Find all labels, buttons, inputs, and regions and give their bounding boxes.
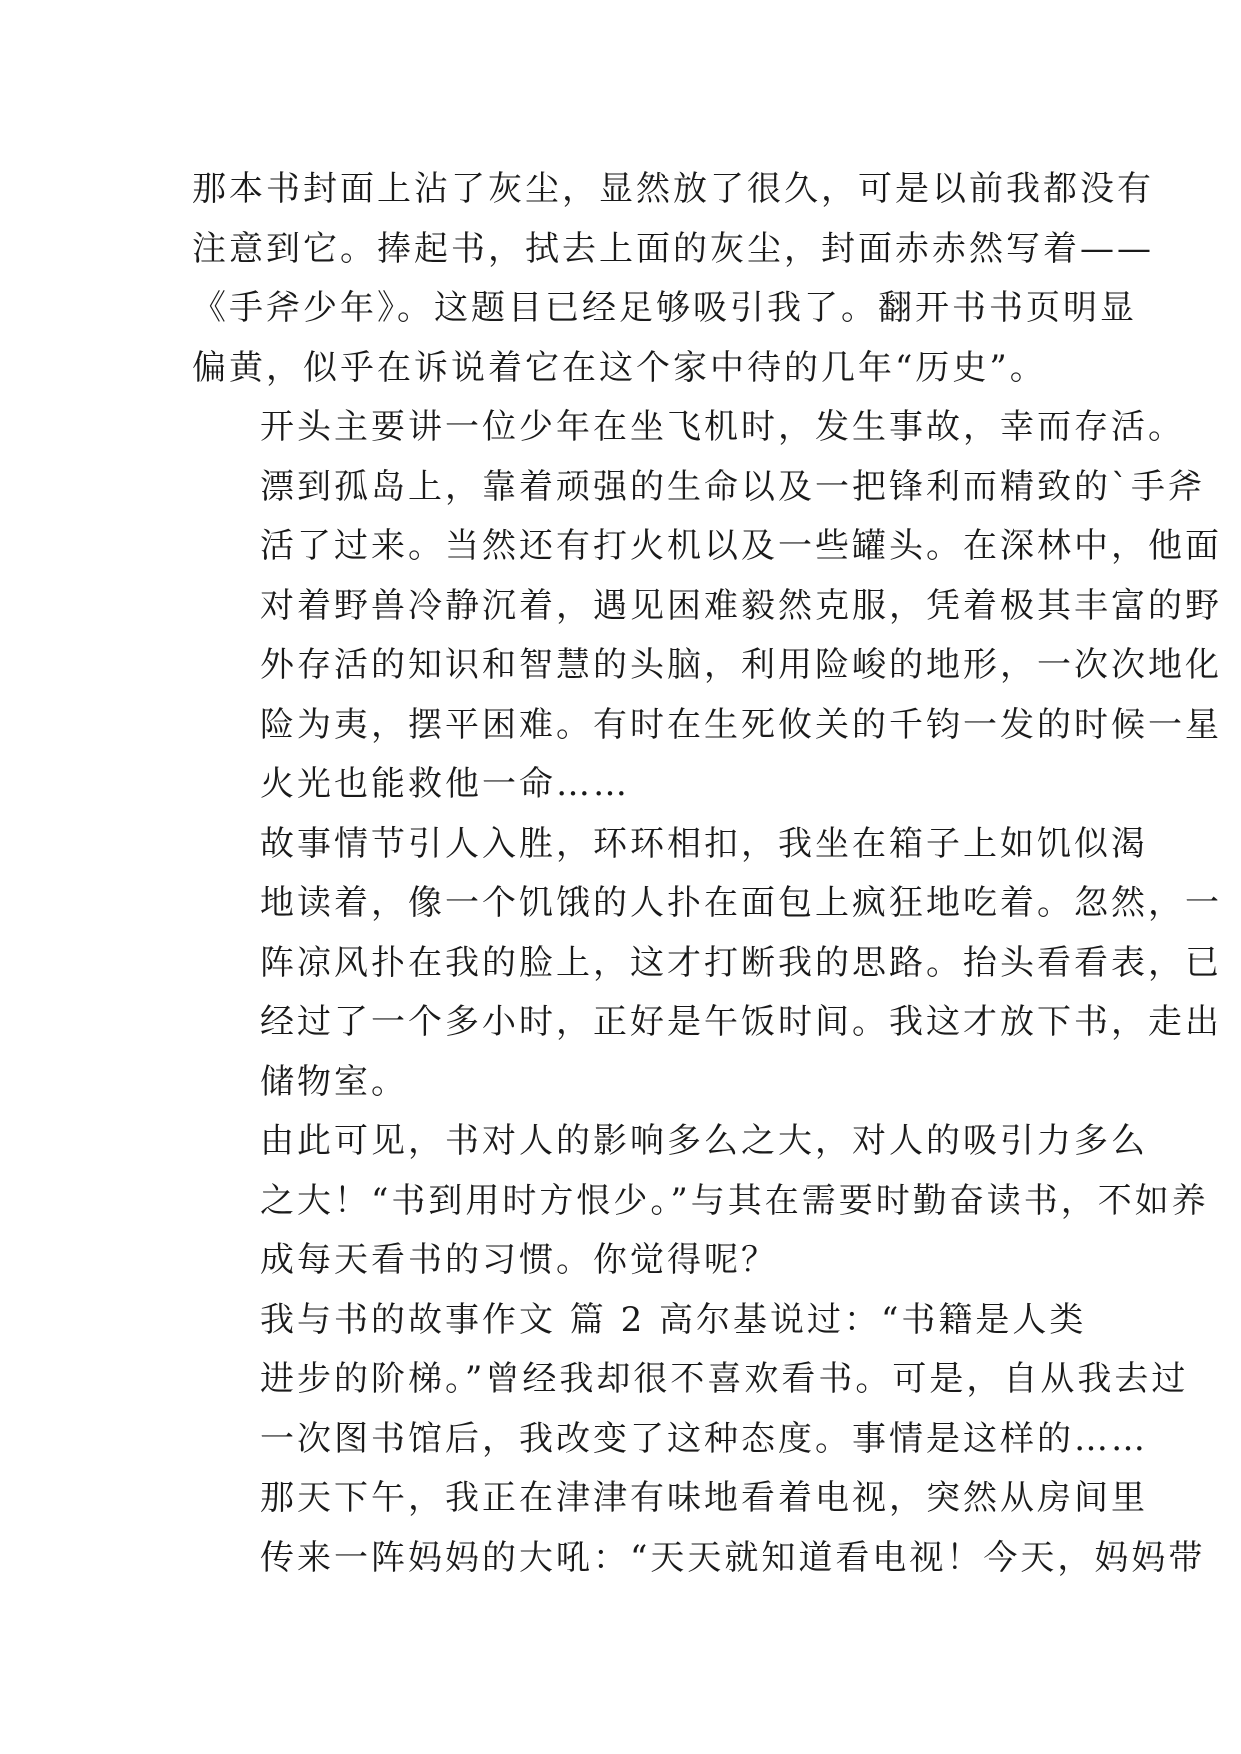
- text-line: 进步的阶梯。”曾经我却很不喜欢看书。可是，自从我去过: [260, 1359, 1189, 1399]
- text-line: 对着野兽冷静沉着，遇见困难毅然克服，凭着极其丰富的野: [260, 585, 1222, 626]
- text-line: 偏黄，似乎在诉说着它在这个家中待的几年“历史”。: [192, 347, 1047, 388]
- text-line: 险为夷，摆平困难。有时在生死攸关的千钧一发的时候一星: [260, 704, 1222, 745]
- text-line: 由此可见，书对人的影响多么之大，对人的吸引力多么: [260, 1121, 1148, 1161]
- paragraph: [192, 1112, 1209, 1291]
- text-line: 注意到它。捧起书，拭去上面的灰尘，封面赤赤然写着——: [192, 228, 1154, 269]
- paragraph: [192, 1469, 1206, 1588]
- text-line: 经过了一个多小时，正好是午饭时间。我这才放下书，走出: [260, 1002, 1222, 1042]
- paragraph: [192, 815, 1222, 1113]
- paragraph: [192, 1291, 1189, 1470]
- text-line: 《手斧少年》。这题目已经足够吸引我了。翻开书书页明显: [192, 288, 1137, 328]
- text-line: 漂到孤岛上，靠着顽强的生命以及一把锋利而精致的`手斧: [260, 466, 1205, 507]
- text-line: 成每天看书的习惯。你觉得呢？: [260, 1240, 778, 1280]
- text-line: 储物室。: [260, 1061, 408, 1102]
- text-line: 火光也能救他一命……: [260, 764, 630, 804]
- text-line: 地读着，像一个饥饿的人扑在面包上疯狂地吃着。忽然，一: [260, 883, 1222, 923]
- document-body: [192, 160, 1222, 1588]
- text-line: 一次图书馆后，我改变了这种态度。事情是这样的……: [260, 1418, 1148, 1459]
- text-line: 我与书的故事作文 篇 2 高尔基说过：“书籍是人类: [260, 1299, 1087, 1340]
- text-line: 外存活的知识和智慧的头脑，利用险峻的地形，一次次地化: [260, 645, 1222, 685]
- text-line: 活了过来。当然还有打火机以及一些罐头。在深林中，他面: [260, 526, 1222, 566]
- text-line: 故事情节引人入胜，环环相扣，我坐在箱子上如饥似渴: [260, 823, 1148, 864]
- text-line: 那本书封面上沾了灰尘，显然放了很久，可是以前我都没有: [192, 169, 1154, 209]
- text-line: 阵凉风扑在我的脸上，这才打断我的思路。抬头看看表，已: [260, 942, 1222, 983]
- paragraph: [192, 160, 1154, 398]
- text-line: 开头主要讲一位少年在坐飞机时，发生事故，幸而存活。: [260, 407, 1185, 447]
- text-line: 之大！“书到用时方恨少。”与其在需要时勤奋读书，不如养: [260, 1180, 1209, 1221]
- text-line: 那天下午，我正在津津有味地看着电视，突然从房间里: [260, 1478, 1148, 1518]
- text-line: 传来一阵妈妈的大吼：“天天就知道看电视！今天，妈妈带: [260, 1537, 1206, 1578]
- paragraph: [192, 398, 1222, 815]
